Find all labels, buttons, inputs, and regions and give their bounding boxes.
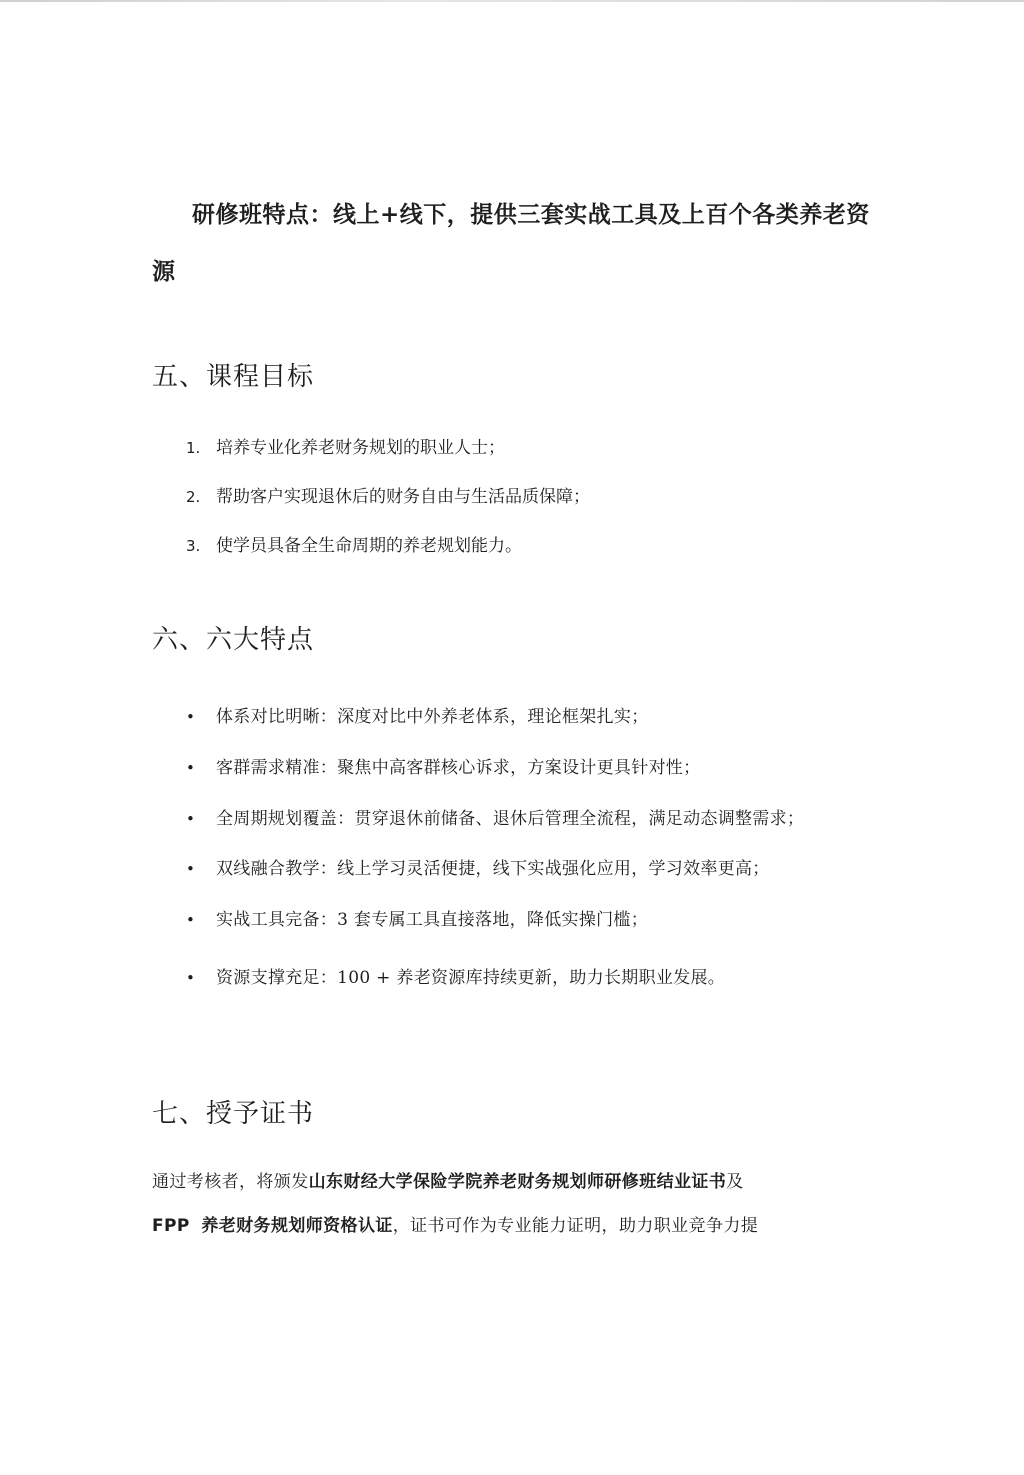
item-text: 帮助客户实现退休后的财务自由与生活品质保障； <box>216 487 590 507</box>
course-goals-list <box>152 436 892 583</box>
item-text: 全周期规划覆盖：贯穿退休前储备、退休后管理全流程，满足动态调整需求； <box>216 809 805 829</box>
cert-name: 山东财经大学保险学院养老财务规划师研修班结业证书 <box>308 1172 727 1192</box>
section-6-heading: 六、六大特点 <box>152 625 315 655</box>
section-7-heading: 七、授予证书 <box>152 1099 315 1129</box>
item-number: 1. <box>186 439 201 457</box>
certificate-paragraph <box>152 1160 882 1248</box>
list-item <box>152 961 892 995</box>
item-text: 双线融合教学：线上学习灵活便捷，线下实战强化应用，学习效率更高； <box>216 859 770 879</box>
cert-text-1: 通过考核者，将颁发 <box>152 1172 309 1192</box>
bullet-icon: • <box>186 810 195 828</box>
bullet-icon: • <box>186 969 195 987</box>
item-text: 客群需求精准：聚焦中高客群核心诉求，方案设计更具针对性； <box>216 758 701 778</box>
item-number: 2. <box>186 488 201 506</box>
list-item <box>152 485 892 534</box>
list-item <box>152 802 892 836</box>
feature-line-2: 源 <box>152 258 176 285</box>
section-5-heading: 五、课程目标 <box>152 362 315 392</box>
item-number: 3. <box>186 537 201 555</box>
six-features-list <box>152 700 892 995</box>
cert-text-2: 及 <box>726 1172 744 1192</box>
item-text: 实战工具完备：3 套专属工具直接落地，降低实操门槛； <box>216 910 649 930</box>
list-item <box>152 852 892 886</box>
course-feature-paragraph <box>152 186 892 300</box>
item-text: 体系对比明晰：深度对比中外养老体系，理论框架扎实； <box>216 707 649 727</box>
qual-name: 养老财务规划师资格认证 <box>201 1216 393 1236</box>
list-item <box>152 903 892 937</box>
bullet-icon: • <box>186 860 195 878</box>
feature-line-1: 研修班特点：线上+线下，提供三套实战工具及上百个各类养老资 <box>192 201 870 228</box>
list-item <box>152 751 892 785</box>
list-item <box>152 534 892 583</box>
item-text: 资源支撑充足：100 + 养老资源库持续更新，助力长期职业发展。 <box>216 968 726 988</box>
list-item <box>152 700 892 734</box>
bullet-icon: • <box>186 708 195 726</box>
item-text: 使学员具备全生命周期的养老规划能力。 <box>216 536 522 556</box>
scan-edge <box>0 0 1024 2</box>
item-text: 培养专业化养老财务规划的职业人士； <box>216 438 505 458</box>
bullet-icon: • <box>186 759 195 777</box>
list-item <box>152 436 892 485</box>
bullet-icon: • <box>186 911 195 929</box>
qual-abbrev: FPP <box>152 1216 190 1236</box>
cert-text-3: ，证书可作为专业能力证明，助力职业竞争力提 <box>392 1216 759 1236</box>
